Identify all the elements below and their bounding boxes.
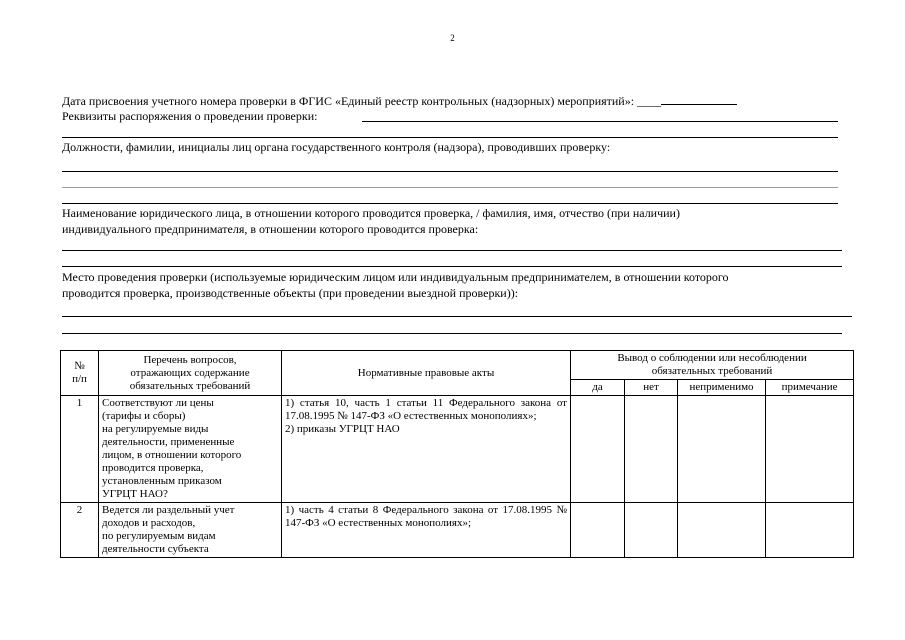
- record-number-date-field[interactable]: [661, 93, 737, 105]
- row-question: Ведется ли раздельный учет доходов и расходов, по регулируемым видам деятельности субъекта: [99, 503, 282, 558]
- officials-field-3[interactable]: [62, 203, 838, 204]
- col-header-num: № п/п: [61, 351, 99, 396]
- order-details-label: Реквизиты распоряжения о проведении проверки:: [62, 109, 318, 123]
- officials-field-1[interactable]: [62, 171, 838, 172]
- entity-label-line2: индивидуального предпринимателя, в отношении которого проводится проверка:: [62, 222, 479, 236]
- row-question: Соответствуют ли цены (тарифы и сборы) на регулируемые виды деятельности, примененные лицом, в отношении которого проводится проверка, установленным приказом УГРЦТ НАО?: [99, 396, 282, 503]
- order-details-field[interactable]: [362, 121, 838, 122]
- table-row: [61, 503, 854, 558]
- record-number-date-line: [62, 93, 737, 108]
- checklist-table: [60, 350, 854, 558]
- table-row: [61, 396, 854, 503]
- col-header-yes: да: [571, 380, 625, 396]
- cell-note[interactable]: [766, 503, 854, 558]
- table-header-row: [61, 351, 854, 380]
- row-number: 2: [61, 503, 99, 558]
- place-field-1[interactable]: [62, 316, 852, 317]
- row-number: 1: [61, 396, 99, 503]
- entity-field-1[interactable]: [62, 250, 842, 251]
- col-header-acts: Нормативные правовые акты: [282, 351, 571, 396]
- col-header-no: нет: [625, 380, 678, 396]
- page-number: 2: [450, 33, 455, 43]
- cell-yes[interactable]: [571, 503, 625, 558]
- cell-not-applicable[interactable]: [678, 503, 766, 558]
- order-details-field-2[interactable]: [62, 137, 838, 138]
- entity-label-line1: Наименование юридического лица, в отношении которого проводится проверка, / фамилия, имя, отчество (при наличии): [62, 206, 680, 220]
- row-acts: 1) часть 4 статьи 8 Федерального закона от 17.08.1995 № 147-ФЗ «О естественных монополиях»;: [282, 503, 571, 558]
- order-details-line: [62, 109, 317, 123]
- place-label-line1: Место проведения проверки (используемые юридическим лицом или индивидуальным предпринимателем, в отношении которого: [62, 270, 729, 284]
- record-number-date-label: Дата присвоения учетного номера проверки в ФГИС «Единый реестр контрольных (надзорных) мероприятий»:: [62, 94, 635, 108]
- officials-field-2[interactable]: [62, 187, 838, 188]
- cell-no[interactable]: [625, 396, 678, 503]
- col-header-note: примечание: [766, 380, 854, 396]
- cell-no[interactable]: [625, 503, 678, 558]
- record-number-date-underscores: ____: [637, 94, 662, 108]
- place-field-2[interactable]: [62, 333, 842, 334]
- place-label-line2: проводится проверка, производственные объекты (при проведении выездной проверки)):: [62, 286, 519, 300]
- col-header-not-applicable: неприменимо: [678, 380, 766, 396]
- entity-field-2[interactable]: [62, 266, 842, 267]
- row-acts: 1) статья 10, часть 1 статьи 11 Федерального закона от 17.08.1995 № 147-ФЗ «О естественных монополиях»; 2) приказы УГРЦТ НАО: [282, 396, 571, 503]
- col-header-conclusion: Вывод о соблюдении или несоблюдении обязательных требований: [571, 351, 854, 380]
- cell-note[interactable]: [766, 396, 854, 503]
- col-header-questions: Перечень вопросов, отражающих содержание обязательных требований: [99, 351, 282, 396]
- cell-yes[interactable]: [571, 396, 625, 503]
- officials-label: Должности, фамилии, инициалы лиц органа государственного контроля (надзора), проводивших проверку:: [62, 140, 611, 154]
- cell-not-applicable[interactable]: [678, 396, 766, 503]
